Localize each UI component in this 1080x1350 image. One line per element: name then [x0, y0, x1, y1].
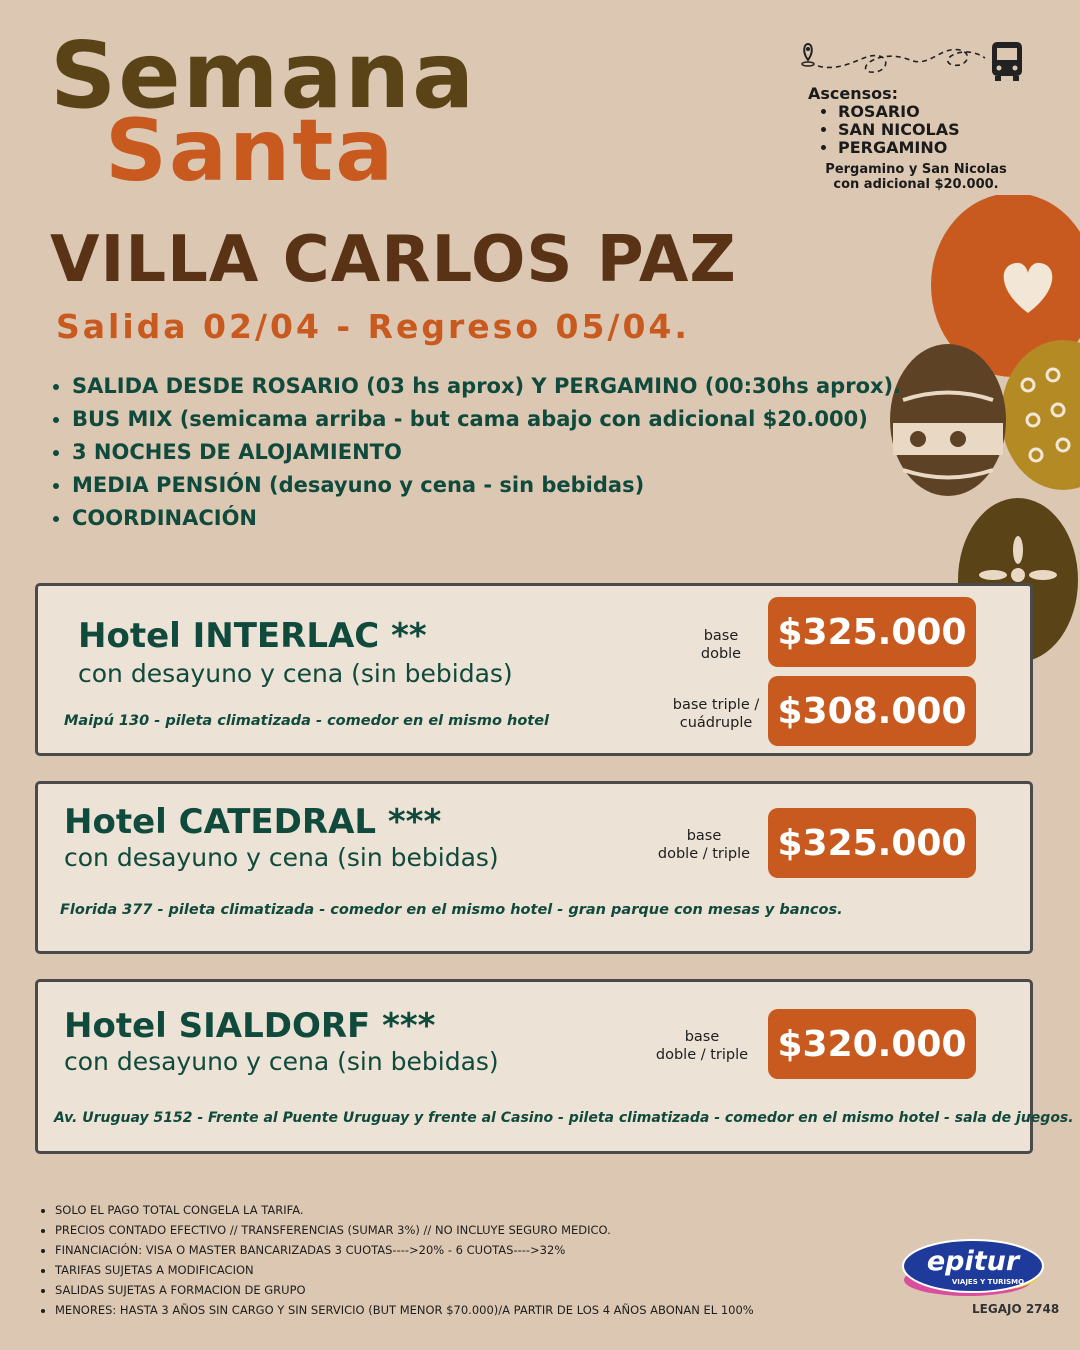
hotel-address: Av. Uruguay 5152 - Frente al Puente Uruguay y frente al Casino - pileta climatizada - comedor en el mismo hotel - sala de juegos. — [54, 1110, 1074, 1126]
feature-item: • BUS MIX (semicama arriba - but cama abajo con adicional $20.000) — [72, 403, 932, 436]
price-label-line1: base — [703, 628, 739, 644]
hotel-subtitle: con desayuno y cena (sin bebidas) — [78, 659, 513, 688]
ascenso-city: • PERGAMINO — [838, 139, 1016, 157]
price-label-line2: doble — [700, 646, 742, 662]
terms-item: • TARIFAS SUJETAS A MODIFICACION — [55, 1260, 935, 1280]
feature-item: • 3 NOCHES DE ALOJAMIENTO — [72, 436, 932, 469]
price-label — [661, 627, 781, 663]
price-label-line2: doble / triple — [655, 1047, 749, 1063]
price-badge: $308.000 — [768, 676, 976, 746]
epitur-logo — [898, 1232, 1048, 1302]
hotel-card-catedral — [35, 781, 1033, 954]
price-label — [656, 696, 776, 732]
ascenso-city: • ROSARIO — [838, 103, 1016, 121]
feature-item: • MEDIA PENSIÓN (desayuno y cena - sin bebidas) — [72, 469, 932, 502]
features-list — [48, 370, 932, 535]
price-label-line1: base — [686, 828, 722, 844]
location-pin-icon — [802, 44, 814, 66]
ascensos-note — [806, 162, 1026, 192]
legajo-label: LEGAJO 2748 — [972, 1302, 1060, 1316]
bus-icon — [992, 42, 1022, 81]
hotel-name: Hotel SIALDORF *** — [64, 1006, 436, 1046]
destination-heading: VILLA CARLOS PAZ — [50, 223, 737, 297]
terms-item: • SOLO EL PAGO TOTAL CONGELA LA TARIFA. — [55, 1200, 935, 1220]
trip-dates: Salida 02/04 - Regreso 05/04. — [56, 307, 690, 346]
price-badge: $325.000 — [768, 808, 976, 878]
feature-item: • COORDINACIÓN — [72, 502, 932, 535]
hotel-card-interlac — [35, 583, 1033, 756]
route-illustration — [800, 38, 1040, 88]
ascensos-box — [808, 84, 1016, 157]
price-badge: $320.000 — [768, 1009, 976, 1079]
price-badge: $325.000 — [768, 597, 976, 667]
terms-item: • MENORES: HASTA 3 AÑOS SIN CARGO Y SIN SERVICIO (BUT MENOR $70.000)/A PARTIR DE LOS 4 AÑOS ABONAN EL 100% — [55, 1300, 935, 1320]
title-line2: Santa — [105, 101, 396, 201]
hotel-address: Maipú 130 - pileta climatizada - comedor en el mismo hotel — [64, 713, 550, 729]
terms-item: • SALIDAS SUJETAS A FORMACION DE GRUPO — [55, 1280, 935, 1300]
ascensos-note-line1: Pergamino y San Nicolas — [825, 162, 1007, 177]
hotel-subtitle: con desayuno y cena (sin bebidas) — [64, 843, 499, 872]
price-label-line2: doble / triple — [657, 846, 751, 862]
price-label — [644, 827, 764, 863]
feature-item: • SALIDA DESDE ROSARIO (03 hs aprox) Y PERGAMINO (00:30hs aprox). — [72, 370, 932, 403]
terms-item: • PRECIOS CONTADO EFECTIVO // TRANSFERENCIAS (SUMAR 3%) // NO INCLUYE SEGURO MEDICO. — [55, 1220, 935, 1240]
price-label — [642, 1028, 762, 1064]
ascensos-title: Ascensos: — [808, 84, 899, 103]
title-line1: Semana — [50, 22, 477, 129]
ascensos-note-line2: con adicional $20.000. — [833, 177, 999, 192]
price-label-line1: base — [684, 1029, 720, 1045]
logo-tagline: VIAJES Y TURISMO — [951, 1278, 1025, 1286]
ascenso-city: • SAN NICOLAS — [838, 121, 1016, 139]
hotel-subtitle: con desayuno y cena (sin bebidas) — [64, 1047, 499, 1076]
hotel-name: Hotel CATEDRAL *** — [64, 802, 442, 842]
logo-text: epitur — [926, 1246, 1020, 1277]
hotel-address: Florida 377 - pileta climatizada - comedor en el mismo hotel - gran parque con mesas y bancos. — [60, 902, 843, 918]
price-label-line2: cuádruple — [679, 715, 753, 731]
hotel-name: Hotel INTERLAC ** — [78, 616, 427, 656]
terms-item: • FINANCIACIÓN: VISA O MASTER BANCARIZADAS 3 CUOTAS---->20% - 6 CUOTAS---->32% — [55, 1240, 935, 1260]
terms-list — [38, 1200, 935, 1320]
hotel-card-sialdorf — [35, 979, 1074, 1154]
price-label-line1: base triple / — [672, 697, 760, 713]
